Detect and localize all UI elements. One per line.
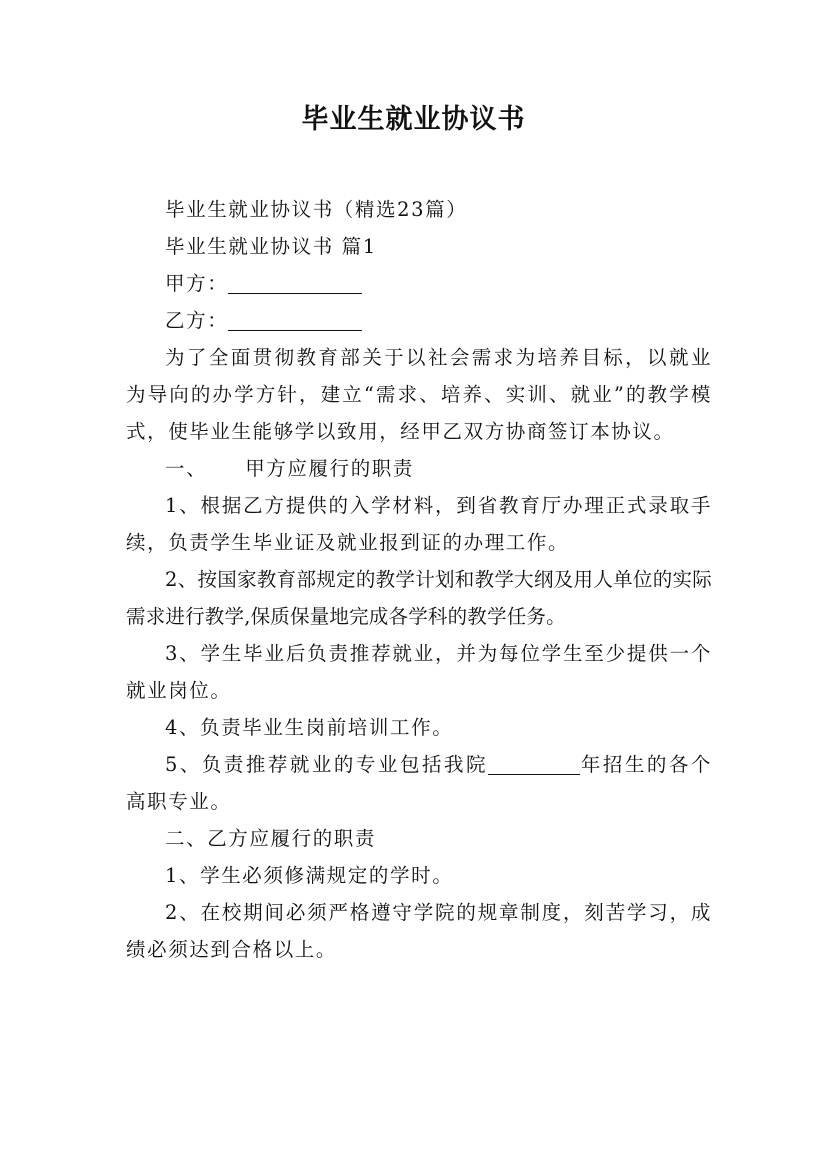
- part1-heading: [126, 450, 712, 487]
- part1-heading-text: 甲方应履行的职责: [245, 457, 415, 480]
- part1-item-4: 4、负责毕业生岗前培训工作。: [165, 716, 454, 739]
- part2-item-2: 2、在校期间必须严格遵守学院的规章制度，刻苦学习，成绩必须达到合格以上。: [126, 901, 712, 961]
- document-body: [126, 191, 712, 968]
- part1-item-5: [126, 746, 712, 820]
- document-title: 毕业生就业协议书: [301, 104, 526, 135]
- part1-item-2: 2、按国家教育部规定的教学计划和教学大纲及用人单位的实际需求进行教学,保质保量地完成各学科的教学任务。: [126, 568, 712, 628]
- part1-item-5-after: 年招生的各个高职专业。: [126, 753, 712, 813]
- part2-item-1: 1、学生必须修满规定的学时。: [165, 864, 454, 887]
- document-subtitle: 毕业生就业协议书（精选23篇）: [165, 198, 468, 221]
- party-b-label: 乙方：: [165, 309, 229, 332]
- part1-item-3: 3、学生毕业后负责推荐就业，并为每位学生至少提供一个就业岗位。: [126, 642, 712, 702]
- intro-paragraph: 为了全面贯彻教育部关于以社会需求为培养目标，以就业为导向的办学方针，建立“需求、培养、实训、就业”的教学模式，使毕业生能够学以致用，经甲乙双方协商签订本协议。: [126, 346, 712, 443]
- part1-item-5-before: 5、负责推荐就业的专业包括我院: [165, 753, 488, 776]
- year-blank: [488, 754, 580, 775]
- part1-number: 一、: [165, 457, 208, 480]
- party-a-label: 甲方：: [165, 272, 229, 295]
- section-heading: 毕业生就业协议书 篇1: [165, 235, 377, 258]
- part2-heading: 二、乙方应履行的职责: [165, 827, 377, 850]
- part1-item-1: 1、根据乙方提供的入学材料，到省教育厅办理正式录取手续，负责学生毕业证及就业报到证的办理工作。: [126, 494, 712, 554]
- party-b-blank: [228, 310, 362, 331]
- party-b-line: [126, 302, 712, 339]
- party-a-blank: [228, 273, 362, 294]
- party-a-line: [126, 265, 712, 302]
